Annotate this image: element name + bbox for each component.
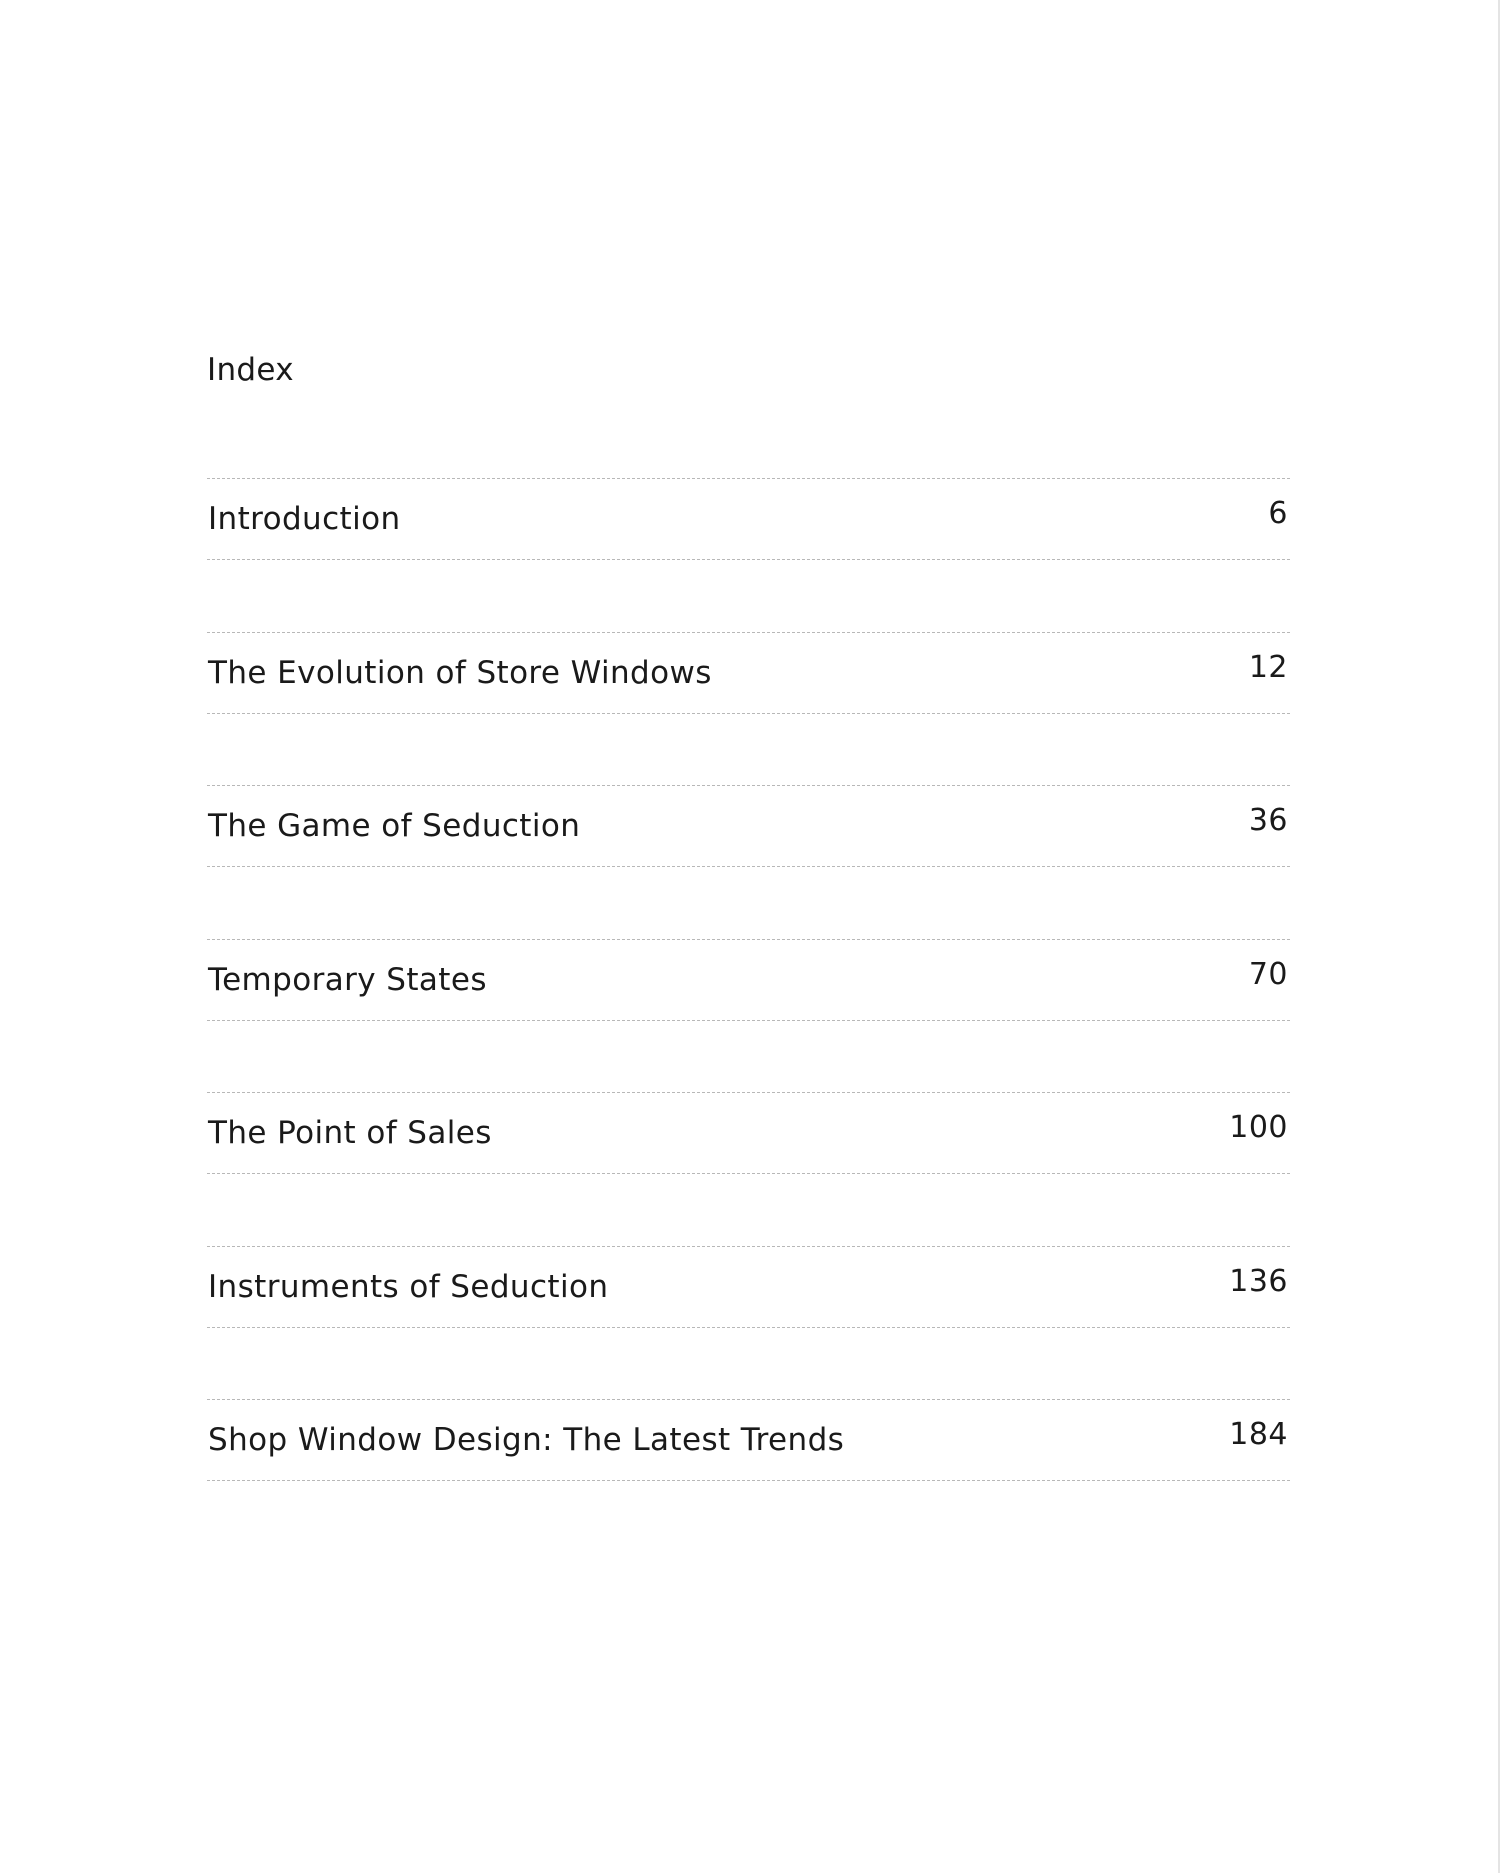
toc-entry-page-number: 100	[1229, 1110, 1288, 1145]
divider	[207, 1246, 1290, 1247]
divider	[207, 939, 1290, 940]
toc-entry-page-number: 12	[1248, 649, 1288, 685]
toc-entry-page-number: 6	[1268, 496, 1288, 531]
toc-entry-page-number: 184	[1229, 1417, 1288, 1452]
toc-entry-page-number: 36	[1248, 803, 1288, 838]
toc-entry-title: The Game of Seduction	[208, 808, 581, 844]
divider	[207, 1480, 1290, 1481]
divider	[207, 559, 1290, 560]
table-of-contents	[207, 475, 1290, 1550]
divider	[207, 1327, 1290, 1328]
divider	[207, 1399, 1290, 1400]
toc-entry-point-of-sales	[207, 1089, 1290, 1243]
divider	[207, 478, 1290, 479]
index-heading: Index	[207, 352, 294, 388]
toc-entry-page-number: 70	[1248, 956, 1288, 992]
divider	[207, 1020, 1290, 1021]
divider	[207, 1173, 1290, 1174]
divider	[207, 785, 1290, 786]
divider	[207, 866, 1290, 867]
toc-entry-title: Instruments of Seduction	[208, 1268, 609, 1305]
toc-entry-title: Shop Window Design: The Latest Trends	[208, 1422, 845, 1458]
toc-entry-title: Introduction	[208, 501, 401, 537]
toc-entry-introduction	[207, 475, 1290, 629]
toc-entry-instruments-of-seduction	[207, 1243, 1290, 1397]
divider	[207, 632, 1290, 633]
divider	[207, 713, 1290, 714]
toc-entry-game-of-seduction	[207, 782, 1290, 936]
toc-entry-title: The Evolution of Store Windows	[208, 654, 712, 691]
toc-entry-temporary-states	[207, 936, 1290, 1090]
toc-entry-title: Temporary States	[208, 961, 487, 998]
divider	[207, 1092, 1290, 1093]
toc-entry-evolution-of-store-windows	[207, 629, 1290, 783]
toc-entry-page-number: 136	[1229, 1263, 1288, 1299]
toc-entry-title: The Point of Sales	[208, 1115, 492, 1151]
toc-entry-shop-window-design	[207, 1396, 1290, 1550]
